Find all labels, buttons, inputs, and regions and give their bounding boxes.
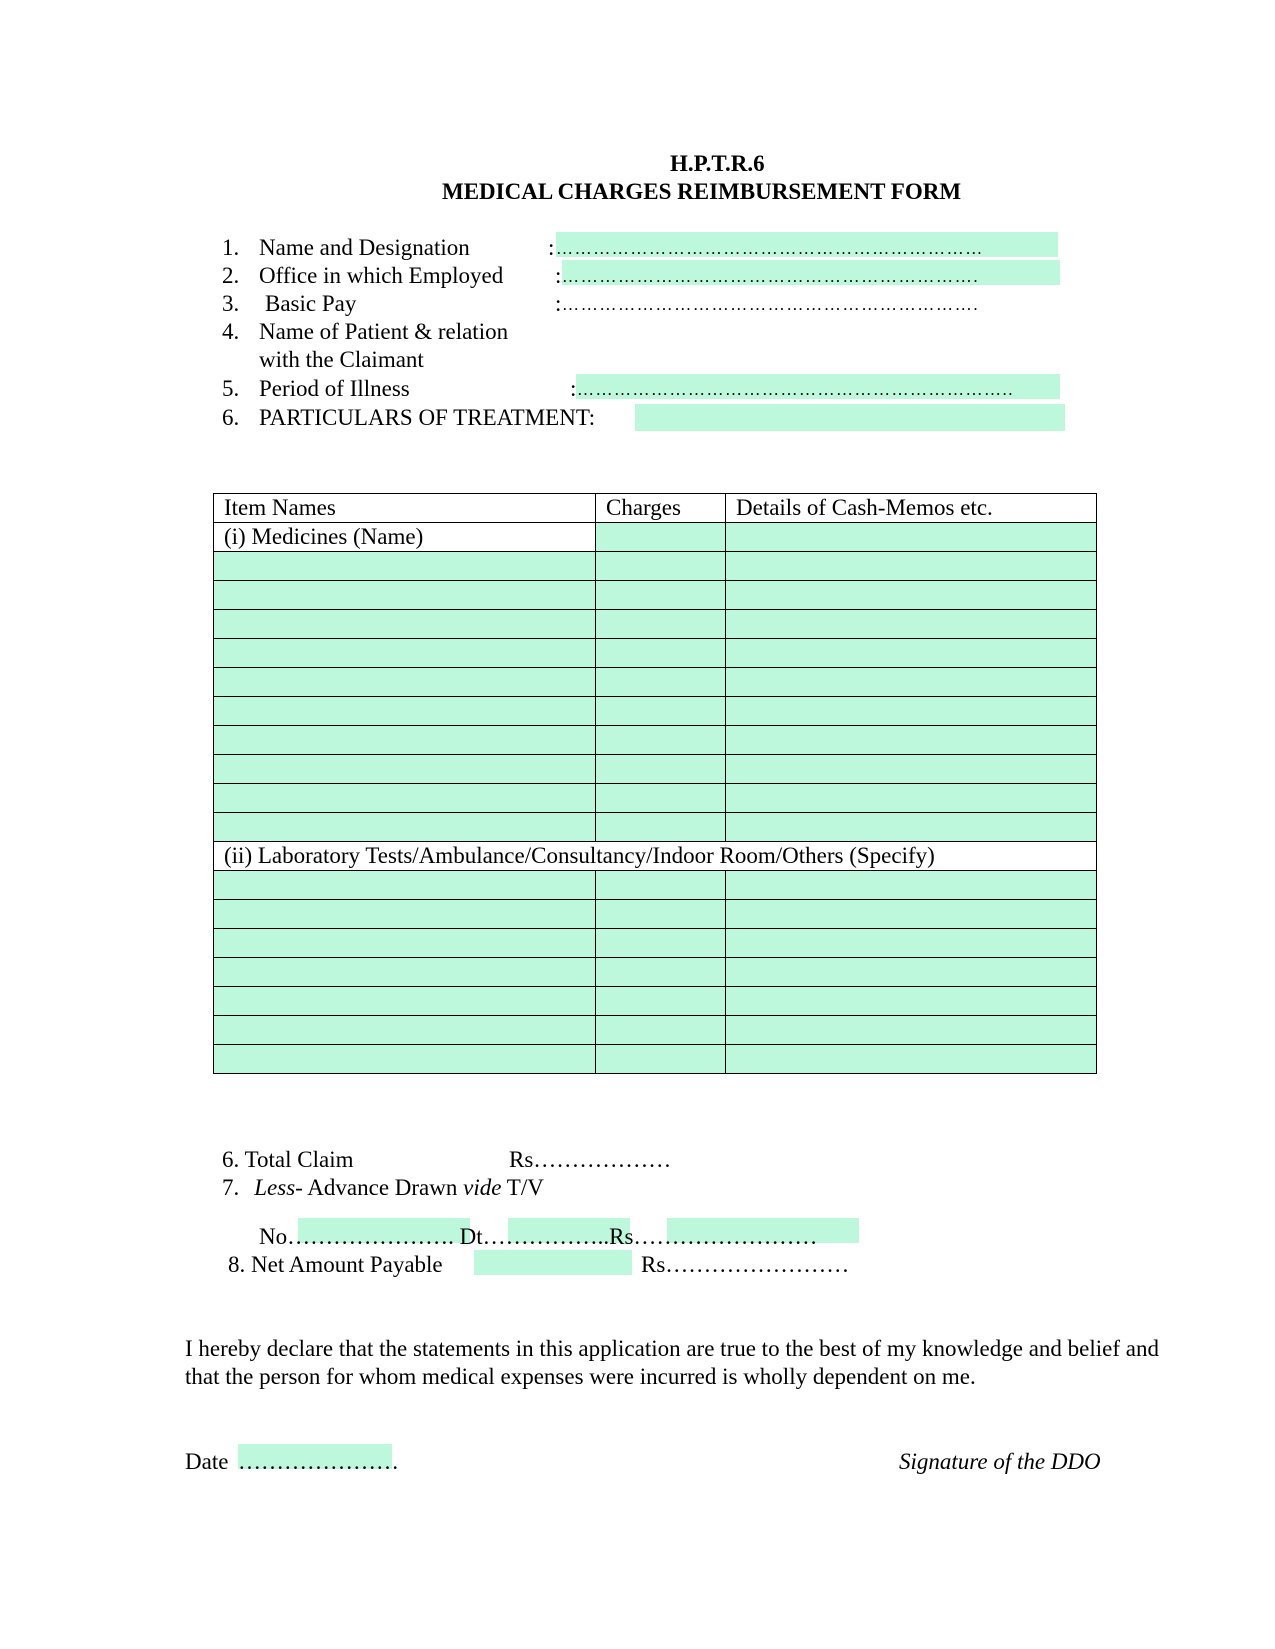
advance-line bbox=[222, 1176, 544, 1199]
details-cell[interactable] bbox=[726, 784, 1097, 813]
item-name-cell[interactable] bbox=[214, 813, 596, 842]
table-row bbox=[214, 581, 1097, 610]
treatment-table bbox=[213, 493, 1097, 1074]
field-4-label-line2: with the Claimant bbox=[259, 347, 424, 372]
item-name-cell[interactable] bbox=[214, 1016, 596, 1045]
table-row bbox=[214, 929, 1097, 958]
details-cell[interactable] bbox=[726, 726, 1097, 755]
table-row bbox=[214, 639, 1097, 668]
charges-cell[interactable] bbox=[596, 871, 726, 900]
item-name-cell[interactable] bbox=[214, 639, 596, 668]
details-cell[interactable] bbox=[726, 639, 1097, 668]
charges-cell[interactable] bbox=[596, 929, 726, 958]
total-claim-amount[interactable]: Rs……………… bbox=[509, 1147, 672, 1172]
charges-cell[interactable] bbox=[596, 639, 726, 668]
field-4-number: 4. bbox=[222, 319, 240, 344]
details-cell[interactable] bbox=[726, 871, 1097, 900]
details-cell[interactable] bbox=[726, 958, 1097, 987]
item-name-cell[interactable] bbox=[214, 755, 596, 784]
table-row bbox=[214, 755, 1097, 784]
tv-text: T/V bbox=[501, 1175, 544, 1200]
item-name-cell[interactable] bbox=[214, 1045, 596, 1074]
details-cell[interactable] bbox=[726, 697, 1097, 726]
item-name-cell[interactable] bbox=[214, 552, 596, 581]
net-amount-input[interactable] bbox=[474, 1250, 632, 1275]
field-5-dots: …………………………………………………………….. bbox=[577, 380, 1014, 399]
charges-cell[interactable] bbox=[596, 1016, 726, 1045]
section-lab-tests-label: (ii) Laboratory Tests/Ambulance/Consultancy/Indoor Room/Others (Specify) bbox=[214, 842, 1097, 871]
date-label: Date bbox=[185, 1449, 229, 1474]
section-lab-tests-row bbox=[214, 842, 1097, 871]
item-name-cell[interactable] bbox=[214, 668, 596, 697]
details-cell[interactable] bbox=[726, 552, 1097, 581]
table-row bbox=[214, 900, 1097, 929]
field-1-number: 1. bbox=[222, 235, 240, 260]
item-name-cell[interactable] bbox=[214, 784, 596, 813]
item-name-cell[interactable] bbox=[214, 726, 596, 755]
charges-cell[interactable] bbox=[596, 755, 726, 784]
item-name-cell[interactable] bbox=[214, 697, 596, 726]
date-dots: ………………… bbox=[238, 1449, 399, 1474]
details-cell[interactable] bbox=[726, 581, 1097, 610]
field-3-number: 3. bbox=[222, 291, 240, 316]
net-amount-label: 8. Net Amount Payable bbox=[228, 1252, 443, 1277]
field-3-colon: : bbox=[555, 291, 562, 316]
field-1-label: Name and Designation bbox=[259, 235, 470, 260]
charges-cell[interactable] bbox=[596, 697, 726, 726]
table-header-row bbox=[214, 494, 1097, 523]
declaration-line-1: I hereby declare that the statements in this application are true to the best of my knowledge and belief and bbox=[185, 1336, 1159, 1361]
details-cell[interactable] bbox=[726, 929, 1097, 958]
field-2-label: Office in which Employed bbox=[259, 263, 504, 288]
item-name-cell[interactable] bbox=[214, 871, 596, 900]
form-code: H.P.T.R.6 bbox=[670, 151, 765, 176]
field-1-dots: …………………………………………………………… bbox=[556, 239, 984, 258]
advance-drawn-text: - Advance Drawn bbox=[295, 1175, 464, 1200]
header-charges: Charges bbox=[596, 494, 726, 523]
details-cell[interactable] bbox=[726, 1045, 1097, 1074]
field-2-colon: : bbox=[555, 263, 562, 288]
charges-cell[interactable] bbox=[596, 581, 726, 610]
table-row bbox=[214, 668, 1097, 697]
table-row bbox=[214, 784, 1097, 813]
charges-cell[interactable] bbox=[596, 784, 726, 813]
particulars-treatment-input[interactable] bbox=[635, 404, 1065, 431]
table-row bbox=[214, 987, 1097, 1016]
details-cell[interactable] bbox=[726, 610, 1097, 639]
table-row bbox=[214, 726, 1097, 755]
table-row bbox=[214, 610, 1097, 639]
field-2-number: 2. bbox=[222, 263, 240, 288]
item-name-cell[interactable] bbox=[214, 929, 596, 958]
details-cell[interactable] bbox=[726, 900, 1097, 929]
item-name-cell[interactable] bbox=[214, 581, 596, 610]
charges-cell[interactable] bbox=[596, 900, 726, 929]
charges-cell[interactable] bbox=[596, 813, 726, 842]
item-name-cell[interactable] bbox=[214, 610, 596, 639]
section-medicines-row bbox=[214, 523, 1097, 552]
table-row bbox=[214, 871, 1097, 900]
table-row bbox=[214, 813, 1097, 842]
field-5-colon: : bbox=[570, 376, 577, 401]
item-name-cell[interactable] bbox=[214, 900, 596, 929]
section-medicines-label: (i) Medicines (Name) bbox=[214, 523, 596, 552]
net-amount-rs: Rs…………………… bbox=[641, 1252, 850, 1277]
basic-pay-dots[interactable]: …………………………………………………………. bbox=[562, 295, 980, 314]
table-row bbox=[214, 697, 1097, 726]
vide-text: vide bbox=[463, 1175, 502, 1200]
details-cell[interactable] bbox=[726, 755, 1097, 784]
charges-cell[interactable] bbox=[596, 987, 726, 1016]
less-text: Less bbox=[254, 1175, 296, 1200]
item-name-cell[interactable] bbox=[214, 958, 596, 987]
details-cell[interactable] bbox=[726, 523, 1097, 552]
details-cell[interactable] bbox=[726, 813, 1097, 842]
charges-cell[interactable] bbox=[596, 1045, 726, 1074]
field-4-label: Name of Patient & relation bbox=[259, 319, 509, 344]
charges-cell[interactable] bbox=[596, 726, 726, 755]
field-1-colon: : bbox=[548, 235, 555, 260]
total-claim-label: 6. Total Claim bbox=[222, 1147, 354, 1172]
table-row bbox=[214, 552, 1097, 581]
field-5-number: 5. bbox=[222, 376, 240, 401]
table-row bbox=[214, 1045, 1097, 1074]
field-3-label: Basic Pay bbox=[265, 291, 357, 316]
field-5-label: Period of Illness bbox=[259, 376, 410, 401]
field-2-dots: …………………………………………………………. bbox=[562, 267, 980, 286]
advance-number: 7. bbox=[222, 1175, 240, 1200]
table-row bbox=[214, 1016, 1097, 1045]
field-6-label: PARTICULARS OF TREATMENT: bbox=[259, 405, 596, 430]
table-row bbox=[214, 958, 1097, 987]
declaration-line-2: that the person for whom medical expenses were incurred is wholly dependent on me. bbox=[185, 1364, 976, 1389]
details-cell[interactable] bbox=[726, 987, 1097, 1016]
header-details: Details of Cash-Memos etc. bbox=[726, 494, 1097, 523]
charges-cell[interactable] bbox=[596, 523, 726, 552]
charges-cell[interactable] bbox=[596, 552, 726, 581]
details-cell[interactable] bbox=[726, 668, 1097, 697]
charges-cell[interactable] bbox=[596, 610, 726, 639]
charges-cell[interactable] bbox=[596, 668, 726, 697]
field-6-number: 6. bbox=[222, 405, 240, 430]
header-item-names: Item Names bbox=[214, 494, 596, 523]
form-title: MEDICAL CHARGES REIMBURSEMENT FORM bbox=[442, 179, 962, 204]
advance-details-line: No…………………. Dt……………..Rs…………………… bbox=[259, 1224, 818, 1249]
details-cell[interactable] bbox=[726, 1016, 1097, 1045]
charges-cell[interactable] bbox=[596, 958, 726, 987]
item-name-cell[interactable] bbox=[214, 987, 596, 1016]
signature-ddo: Signature of the DDO bbox=[899, 1449, 1101, 1474]
